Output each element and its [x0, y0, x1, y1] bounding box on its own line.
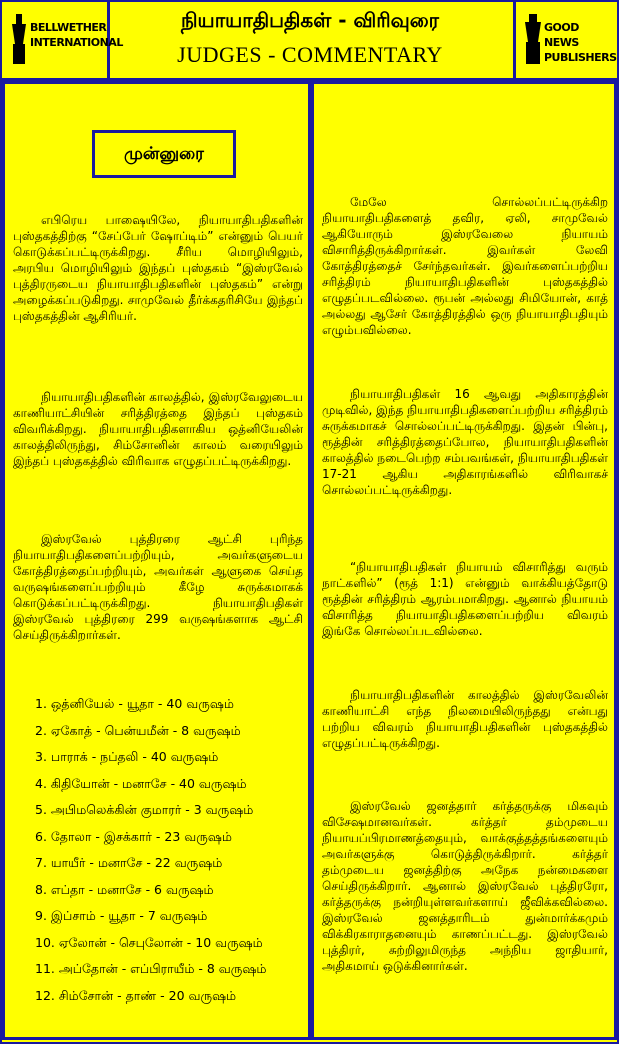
list-item: 3. பாராக் - நப்தலி - 40 வருஷம்: [35, 749, 219, 764]
list-item: 2. ஏகோத் - பென்யமீன் - 8 வருஷம்: [35, 722, 241, 738]
paragraph-text: நியாயாதிபதிகளின் காலத்தில் இஸ்ரவேலின் காணியாட்சி எந்த நிலமையிலிருந்தது என்பது பற்றிய விவரம் நியாயாதிபதிகளின் புஸ்தகத்தில் எழுதப்பட்டிருக்கிறது.: [322, 688, 608, 750]
list-item: 8. எப்தா - மனாசே - 6 வருஷம்: [35, 881, 214, 897]
list-item: 10. ஏலோன் - செபுலோன் - 10 வருஷம்: [35, 934, 263, 950]
judges-list: [35, 696, 305, 1014]
paragraph-text: இஸ்ரவேல் புத்திரரை ஆட்சி புரிந்த நியாயாதிபதிகளைப்பற்றியும், அவர்களுடைய கோத்திரத்தைப்பற்றியும், அவர்கள் ஆளுகை செய்த வருஷங்களைப்பற்றியும் கீழே சுருக்கமாகக் கொடுக்கப்பட்டிருக்கிறது. நியாயாதிபதிகள் இஸ்ரவேல் புத்திரரை 299 வருஷங்களாக ஆட்சி செய்திருக்கிறார்கள்.: [13, 532, 303, 642]
list-item: 5. அபிமலெக்கின் குமாரர் - 3 வருஷம்: [35, 802, 254, 817]
list-item: 9. இப்சாம் - யூதா - 7 வருஷம்: [35, 908, 208, 923]
left-paragraph-1: [13, 212, 303, 324]
left-logo-line1: BELLWETHER: [30, 21, 107, 34]
list-item: 6. தோலா - இசக்கார் - 23 வருஷம்: [35, 828, 232, 844]
right-column: [311, 81, 617, 1040]
right-logo-line2: PUBLISHERS: [544, 51, 617, 64]
paragraph-text: எபிரெய பாஷையிலே, நியாயாதிபதிகளின் புஸ்தகத்திற்கு “சேப்பேர் ஷோப்டிம்” என்னும் பெயர் கொடுக்கப்பட்டிருக்கிறது. சீரிய மொழியிலும், அரபிய மொழியிலும் இந்தப் புஸ்தகம் “இஸ்ரவேல் புத்திரருடைய நியாயாதிபதிகளின் புஸ்தகம்” என்று அழைக்கப்படுகிறது. சாமுவேல் தீர்க்கதரிசியே இந்தப் புஸ்தகத்தின் ஆசிரியர்.: [13, 213, 303, 323]
header-bar: [2, 2, 617, 81]
list-item: 12. சிம்சோன் - தாண் - 20 வருஷம்: [35, 987, 237, 1003]
right-logo-box: [513, 2, 619, 78]
right-paragraph-1: [322, 194, 608, 338]
left-logo-line2: INTERNATIONAL: [30, 36, 123, 49]
title-english: JUDGES - COMMENTARY: [177, 42, 443, 67]
right-logo-line1: GOOD NEWS: [544, 21, 579, 49]
list-item: 11. அப்தோன் - எப்பிராயீம் - 8 வருஷம்: [35, 961, 267, 976]
intro-heading: முன்னுரை: [92, 130, 236, 178]
bell-tower-icon: [10, 14, 28, 66]
left-logo-box: [2, 2, 123, 78]
right-paragraph-5: [322, 798, 608, 974]
bellwether-logo: [8, 10, 123, 70]
book-tower-icon: [524, 14, 542, 66]
paragraph-text: “நியாயாதிபதிகள் நியாயம் விசாரித்து வரும் நாட்களில்” (ரூத் 1:1) என்னும் வாக்கியத்தோடு ரூத்தின் சரித்திரம் ஆரம்பமாகிறது. ஆனால் நியாயம் விசாரித்த நியாயாதிபதிகளைப்பற்றிய விவரம் இங்கே சொல்லப்படவில்லை.: [322, 560, 608, 638]
right-paragraph-4: [322, 687, 608, 751]
paragraph-text: இஸ்ரவேல் ஜனத்தார் கர்த்தருக்கு மிகவும் விசேஷமானவர்கள். கர்த்தர் தம்முடைய நியாயப்பிரமாணத்தையும், வாக்குத்தத்தங்களையும் அவர்களுக்கு கொடுத்திருக்கிறார். கர்த்தர் தம்முடைய ஜனத்திற்கு அநேக நன்மைகளை செய்திருக்கிறார். ஆனால் இஸ்ரவேல் புத்திரரோ, கர்த்தருக்கு நன்றியுள்ளவர்களாய் ஜீவிக்கவில்லை. இஸ்ரவேல் ஜனத்தாரிடம் துன்மார்க்கமும் விக்கிரகாராதனையும் காணப்பட்டது. இஸ்ரவேல் புத்திரர், சுற்றிலுமிருந்த அந்நிய ஜாதியார், அதிகமாய் ஒடுக்கினார்கள்.: [322, 799, 608, 973]
paragraph-text: மேலே சொல்லப்பட்டிருக்கிற நியாயாதிபதிகளைத் தவிர, ஏலி, சாமுவேல் ஆகியோரும் இஸ்ரவேலை நியாயம் விசாரித்திருக்கிறார்கள். இவர்கள் லேவி கோத்திரத்தைச் சேர்ந்தவர்கள். இவர்களைப்பற்றிய சரித்திரம் நியாயாதிபதிகளின் புஸ்தகத்தில் எழுதப்படவில்லை. ரூபன் அல்லது சிமியோன், காத் அல்லது ஆசேர் கோத்திரத்தில் ஒரு நியாயாதிபதியும் எழும்பவில்லை.: [322, 195, 608, 337]
right-paragraph-3: [322, 559, 608, 639]
left-paragraph-2: [13, 389, 303, 469]
right-paragraph-2: [322, 386, 608, 498]
paragraph-text: நியாயாதிபதிகளின் காலத்தில், இஸ்ரவேலுடைய காணியாட்சியின் சரித்திரத்தை இந்தப் புஸ்தகம் விவரிக்கிறது. நியாயாதிபதிகளாகிய ஒத்னியேலின் காலத்திலிருந்து, சிம்சோனின் காலம் வரையிலும் இந்தப் புஸ்தகத்தில் விரிவாக எழுதப்பட்டிருக்கிறது.: [13, 390, 303, 468]
title-box: [110, 2, 510, 78]
good-news-logo: [522, 10, 617, 70]
list-item: 4. கிதியோன் - மனாசே - 40 வருஷம்: [35, 775, 247, 791]
list-item: 1. ஒத்னியேல் - யூதா - 40 வருஷம்: [35, 696, 234, 711]
paragraph-text: நியாயாதிபதிகள் 16 ஆவது அதிகாரத்தின் முடிவில், இந்த நியாயாதிபதிகளைப்பற்றிய சரித்திரம் சுருக்கமாகச் சொல்லப்பட்டிருக்கிறது. இதன் பின்பு, ரூத்தின் சரித்திரத்தைப்போல, நியாயாதிபதிகளின் காலத்தில் நடைபெற்ற சம்பவங்கள், நியாயாதிபதிகள் 17-21 ஆகிய அதிகாரங்களில் விரிவாகச் சொல்லப்பட்டிருக்கிறது.: [322, 387, 608, 497]
list-item: 7. யாயீர் - மனாசே - 22 வருஷம்: [35, 855, 223, 870]
title-tamil: நியாயாதிபதிகள் - விரிவுரை: [180, 8, 440, 32]
left-column: [2, 81, 311, 1040]
left-paragraph-3: [13, 531, 303, 643]
